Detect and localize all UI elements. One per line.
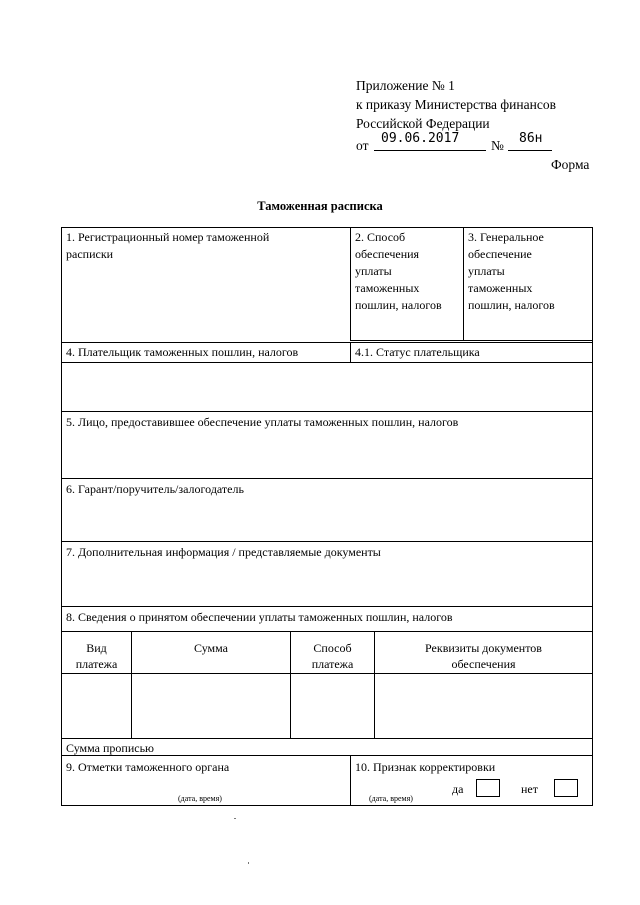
section-9-caption: (дата, время) — [178, 794, 222, 803]
appendix-date: 09.06.2017 — [381, 131, 460, 146]
scan-speck — [248, 862, 249, 864]
section-3-label-line5: пошлин, налогов — [468, 298, 555, 312]
section-3-label-line3: уплаты — [468, 264, 505, 278]
section-8-label: 8. Сведения о принятом обеспечении уплаты таможенных пошлин, налогов — [66, 610, 453, 624]
section-2-label-line4: таможенных — [355, 281, 420, 295]
appendix-federation: Российской Федерации — [356, 116, 490, 131]
section-7-label: 7. Дополнительная информация / представляемые документы — [66, 545, 381, 559]
appendix-order: к приказу Министерства финансов — [356, 97, 556, 112]
section-3-label-line1: 3. Генеральное — [468, 230, 544, 244]
section-2-label-line2: обеспечения — [355, 247, 420, 261]
section-2-label-line3: уплаты — [355, 264, 392, 278]
appendix-title: Приложение № 1 — [356, 78, 455, 93]
col-rekv-line2: обеспечения — [451, 657, 516, 671]
col-vid-line2: платежа — [75, 657, 118, 671]
col-summa: Сумма — [194, 641, 228, 655]
section-10-label: 10. Признак корректировки — [355, 760, 496, 774]
summa-propisyu-label: Сумма прописью — [66, 741, 155, 755]
col-sposob-line2: платежа — [311, 657, 354, 671]
date-underline — [374, 150, 486, 151]
net-checkbox[interactable] — [554, 779, 578, 797]
section-2-label-line1: 2. Способ — [355, 230, 406, 244]
section-1-label-line2: расписки — [66, 247, 114, 261]
section-4-1-label: 4.1. Статус плательщика — [355, 345, 480, 359]
section-1-label-line1: 1. Регистрационный номер таможенной — [66, 230, 270, 244]
section-2-label-line5: пошлин, налогов — [355, 298, 442, 312]
section-4-label: 4. Плательщик таможенных пошлин, налогов — [66, 345, 299, 359]
number-underline — [508, 150, 552, 151]
col-rekv-line1: Реквизиты документов — [425, 641, 542, 655]
section-10-caption: (дата, время) — [369, 794, 413, 803]
section-3-label-line2: обеспечение — [468, 247, 532, 261]
appendix-ot-label: от — [356, 138, 369, 153]
forma-label: Форма — [551, 157, 590, 172]
scan-speck — [234, 818, 236, 819]
page-title: Таможенная расписка — [257, 199, 383, 213]
da-checkbox[interactable] — [476, 779, 500, 797]
section-6-label: 6. Гарант/поручитель/залогодатель — [66, 482, 244, 496]
col-vid-line1: Вид — [86, 641, 107, 655]
section-3-label-line4: таможенных — [468, 281, 533, 295]
appendix-no-label: № — [491, 138, 504, 153]
appendix-number: 86н — [519, 131, 543, 146]
section-5-label: 5. Лицо, предоставившее обеспечение уплаты таможенных пошлин, налогов — [66, 415, 459, 429]
col-sposob-line1: Способ — [313, 641, 352, 655]
da-label: да — [452, 782, 464, 796]
section-9-label: 9. Отметки таможенного органа — [66, 760, 230, 774]
net-label: нет — [521, 782, 538, 796]
